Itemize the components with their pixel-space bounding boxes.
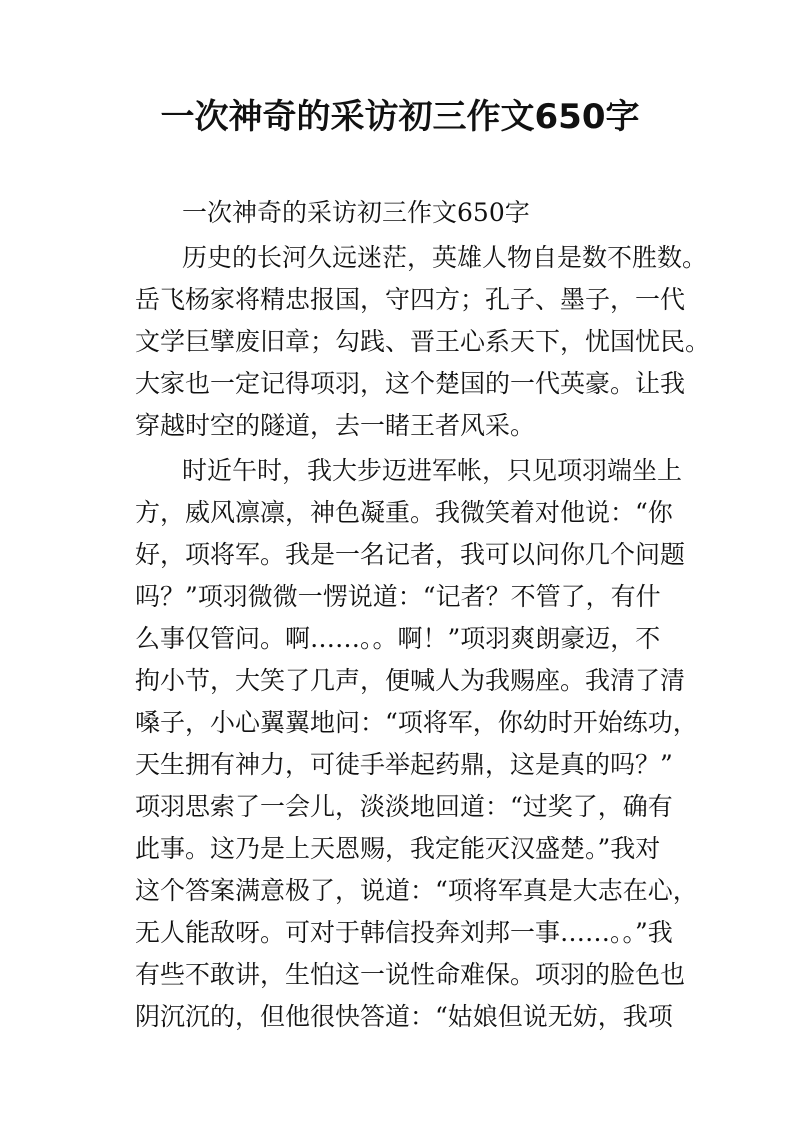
paragraph-line: 历史的长河久远迷茫，英雄人物自是数不胜数。 <box>182 243 708 272</box>
paragraph-line: 嗓子，小心翼翼地问：“项将军，你幼时开始练功， <box>135 708 698 737</box>
paragraph-line: 拘小节，大笑了几声，便喊人为我赐座。我清了清 <box>135 666 686 695</box>
paragraph-line: 阴沉沉的，但他很快答道：“姑娘但说无妨，我项 <box>135 1002 673 1031</box>
paragraph-line: 么事仅管问。啊……。。啊！”项羽爽朗豪迈，不 <box>135 624 661 653</box>
paragraph-line: 天生拥有神力，可徒手举起药鼎，这是真的吗？” <box>135 750 673 779</box>
paragraph-line: 此事。这乃是上天恩赐，我定能灭汉盛楚。”我对 <box>135 834 661 863</box>
paragraph-line: 吗？”项羽微微一愣说道：“记者？不管了，有什 <box>135 582 661 611</box>
subtitle-line: 一次神奇的采访初三作文650字 <box>182 198 530 227</box>
paragraph-line: 这个答案满意极了，说道：“项将军真是大志在心， <box>135 876 698 905</box>
paragraph-line: 时近午时，我大步迈进军帐，只见项羽端坐上 <box>182 456 683 485</box>
paragraph-line: 岳飞杨家将精忠报国，守四方；孔子、墨子，一代 <box>135 285 686 314</box>
paragraph-line: 穿越时空的隧道，去一睹王者风采。 <box>135 411 536 440</box>
paragraph-line: 项羽思索了一会儿，淡淡地回道：“过奖了，确有 <box>135 792 673 821</box>
paragraph-line: 文学巨擘废旧章；勾践、晋王心系天下，忧国忧民。 <box>135 327 711 356</box>
paragraph-line: 大家也一定记得项羽，这个楚国的一代英豪。让我 <box>135 369 686 398</box>
paragraph-line: 无人能敌呀。可对于韩信投奔刘邦一事……。。”我 <box>135 918 673 947</box>
paragraph-line: 好，项将军。我是一名记者，我可以问你几个问题 <box>135 540 686 569</box>
paragraph-line: 有些不敢讲，生怕这一说性命难保。项羽的脸色也 <box>135 960 686 989</box>
paragraph-line: 方，威风凛凛，神色凝重。我微笑着对他说：“你 <box>135 498 673 527</box>
document-title: 一次神奇的采访初三作文650字 <box>160 97 640 137</box>
